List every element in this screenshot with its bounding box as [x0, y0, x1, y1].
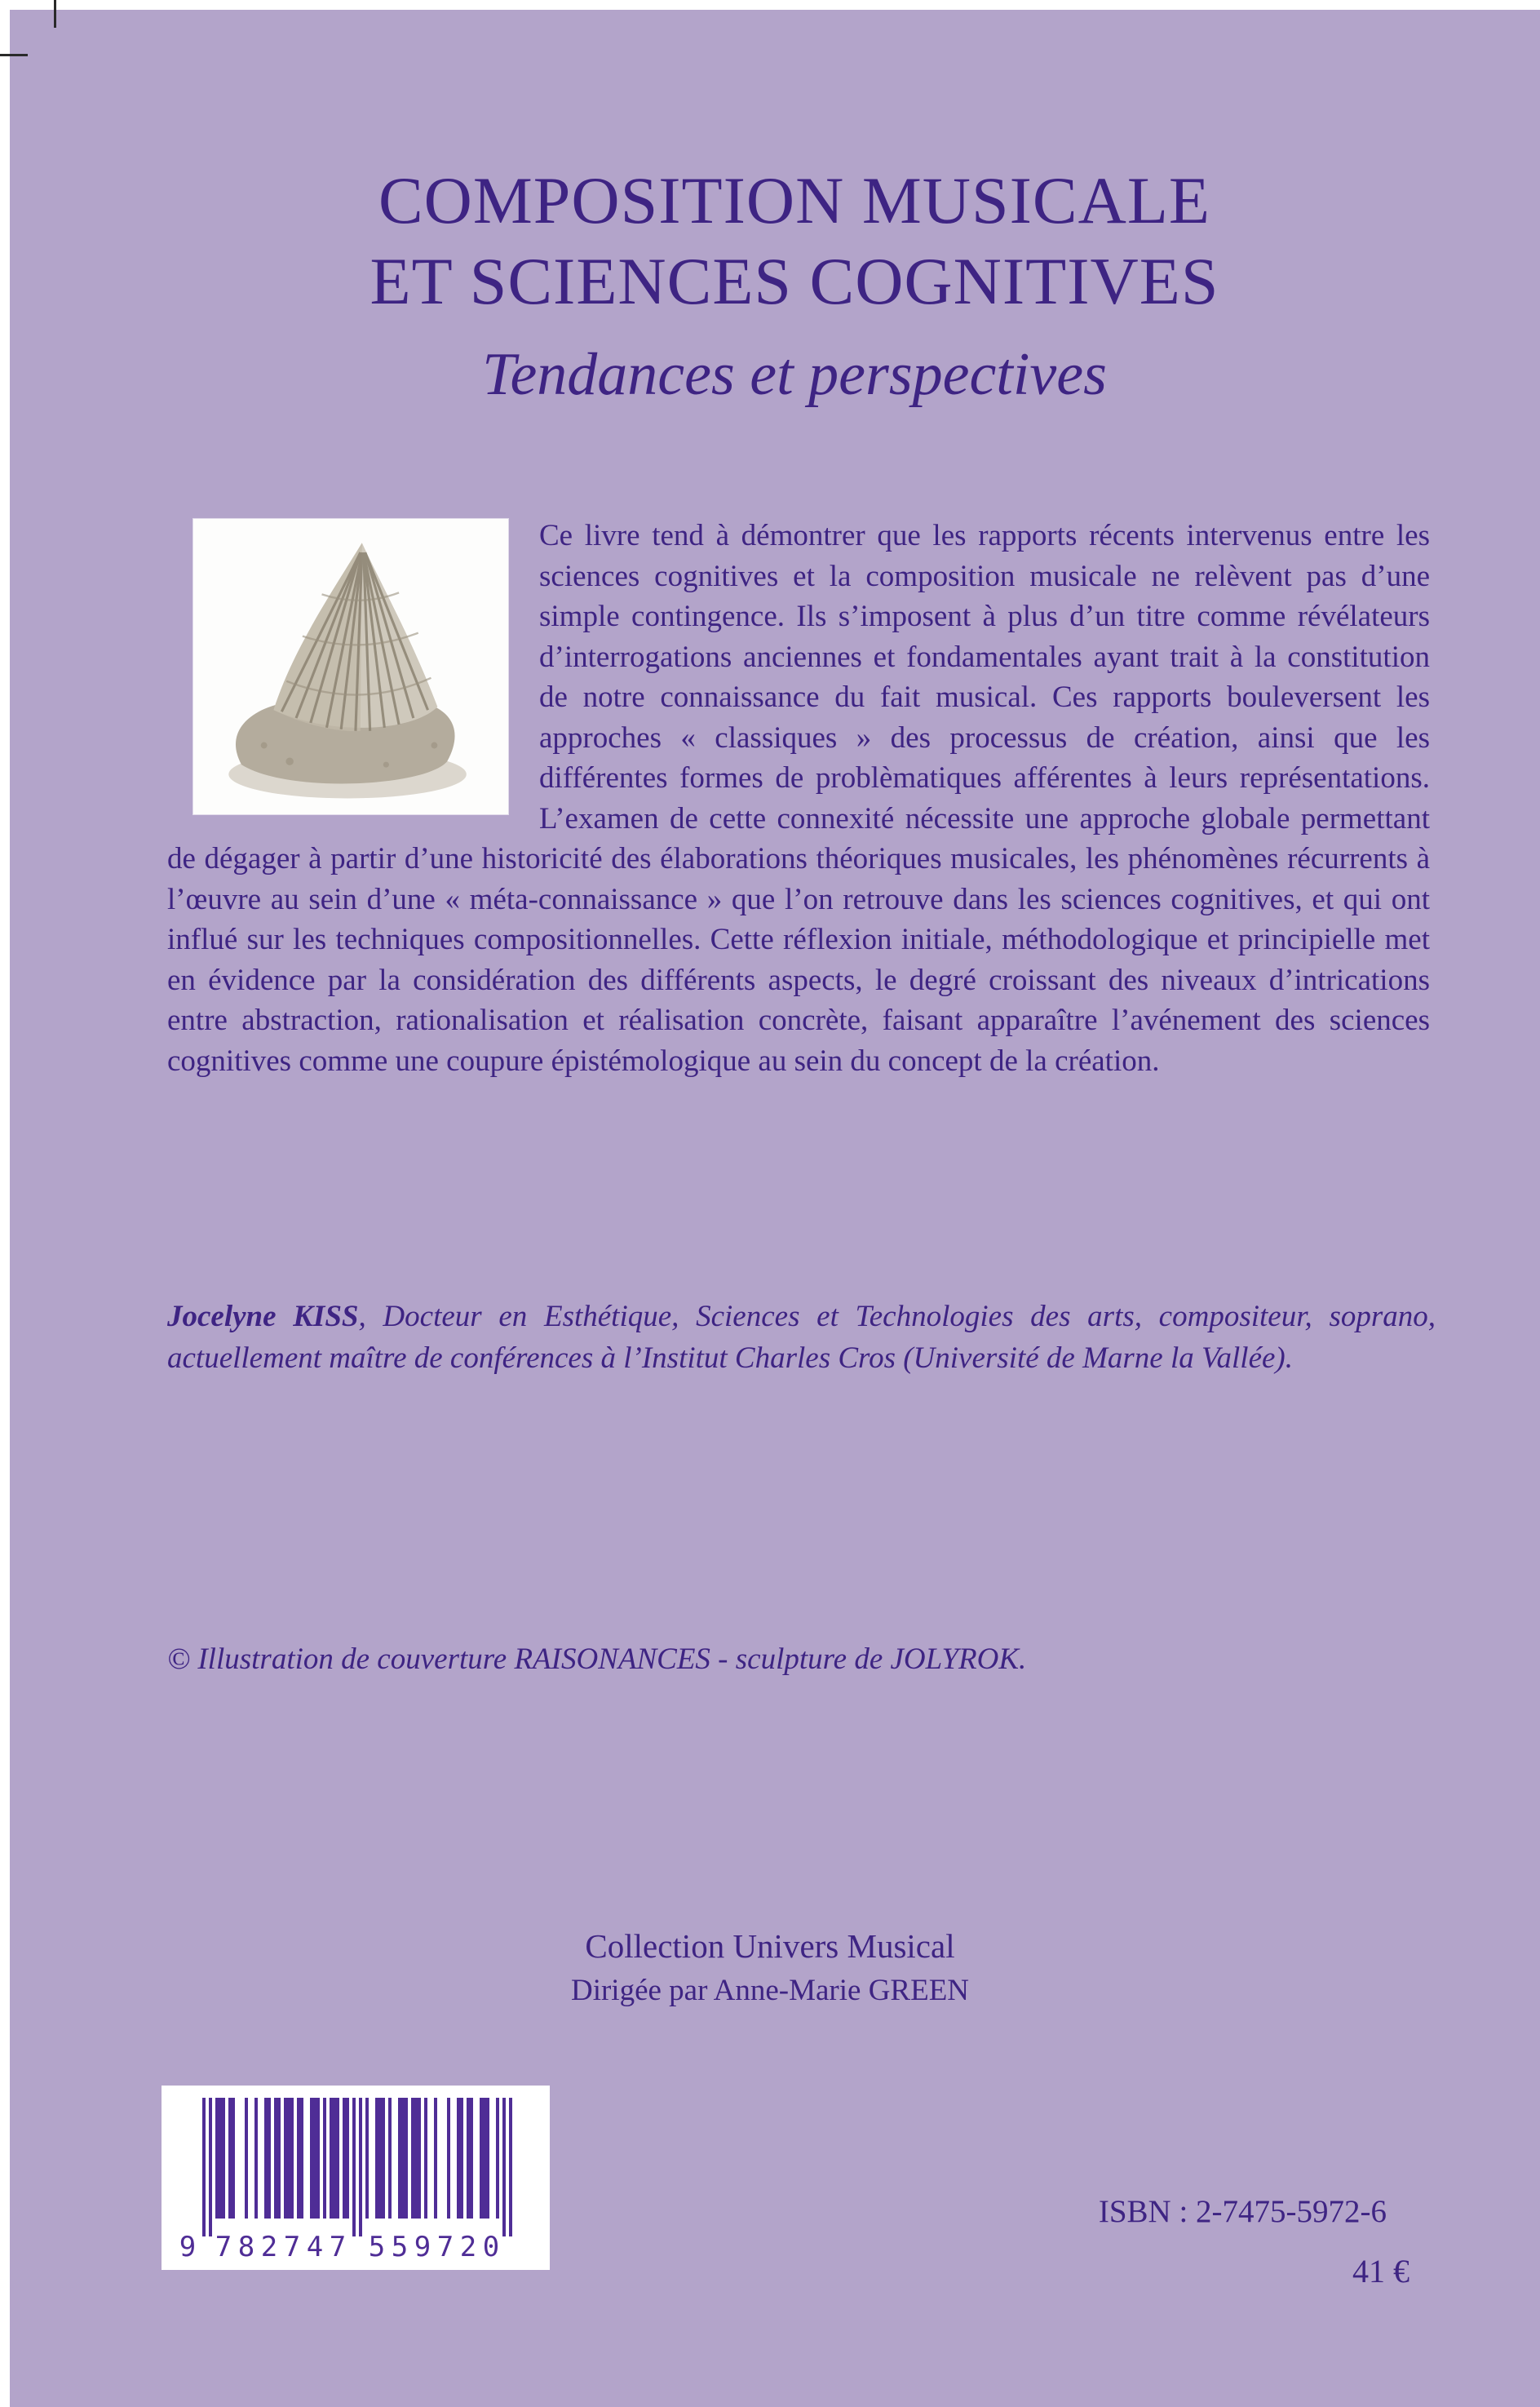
svg-text:5: 5 — [391, 2231, 409, 2259]
title-block — [142, 160, 1447, 410]
collection-block — [0, 1926, 1540, 2010]
illustration-credit: © Illustration de couverture RAISONANCES - sculpture de JOLYROK. — [167, 1642, 1027, 1676]
cover-illustration-image — [193, 519, 508, 814]
collection-name: Collection Univers Musical — [585, 1927, 955, 1965]
book-title-line1: COMPOSITION MUSICALE — [378, 163, 1210, 237]
svg-text:2: 2 — [459, 2231, 477, 2259]
book-title-line2: ET SCIENCES COGNITIVES — [370, 244, 1219, 318]
svg-text:7: 7 — [215, 2231, 232, 2259]
crop-mark-horizontal — [0, 54, 28, 56]
svg-text:8: 8 — [237, 2231, 255, 2259]
price-text: 41 € — [1352, 2253, 1409, 2290]
svg-text:9: 9 — [179, 2231, 197, 2259]
author-name: Jocelyne KISS — [167, 1300, 359, 1333]
barcode-panel — [162, 2086, 550, 2270]
crop-mark-vertical — [54, 0, 56, 28]
svg-text:7: 7 — [283, 2231, 301, 2259]
svg-text:0: 0 — [482, 2231, 500, 2259]
author-bio: , Docteur en Esthétique, Sciences et Technologies des arts, compositeur, soprano, actuellement maître de conférences à l’Institut Charles Cros (Université de Marne la Vallée). — [167, 1300, 1436, 1375]
synopsis-text: Ce livre tend à démontrer que les rapports récents intervenus entre les sciences cognitives et la composition musicale ne relèvent pas d’une simple contingence. Ils s’imposent à plus d’un titre comme révélateurs d’interrogations anciennes et fondamentales ayant trait à la constitution de notre connaissance du fait musical. Ces rapports bouleversent les approches « classiques » des processus de création, ainsi que les différentes formes de problèmatiques afférentes à leurs représentations. L’examen de cette connexité nécessite une approche globale permettant de dégager à partir d’une historicité des élaborations théoriques musicales, les phénomènes récurrents à l’œuvre au sein d’une « méta-connaissance » que l’on retrouve dans les sciences cognitives, et qui ont influé sur les techniques compositionnelles. Cette réflexion initiale, méthodologique et principielle met en évidence par la considération des différents aspects, le degré croissant des niveaux d’intrications entre abstraction, rationalisation et réalisation concrète, faisant apparaître l’avénement des sciences cognitives comme une coupure épistémologique au sein du concept de la création. — [167, 519, 1430, 1078]
book-subtitle: Tendances et perspectives — [482, 341, 1107, 408]
collection-director: Dirigée par Anne-Marie GREEN — [570, 1974, 970, 2007]
isbn-text: ISBN : 2-7475-5972-6 — [1098, 2194, 1387, 2229]
svg-text:4: 4 — [306, 2231, 324, 2259]
svg-text:2: 2 — [260, 2231, 278, 2259]
svg-text:9: 9 — [414, 2231, 431, 2259]
synopsis-block — [167, 516, 1430, 1081]
svg-text:7: 7 — [329, 2231, 347, 2259]
svg-text:5: 5 — [368, 2231, 386, 2259]
svg-text:7: 7 — [436, 2231, 454, 2259]
ean13-barcode — [175, 2094, 537, 2259]
sculpture-image — [193, 519, 508, 814]
author-note — [167, 1296, 1436, 1379]
